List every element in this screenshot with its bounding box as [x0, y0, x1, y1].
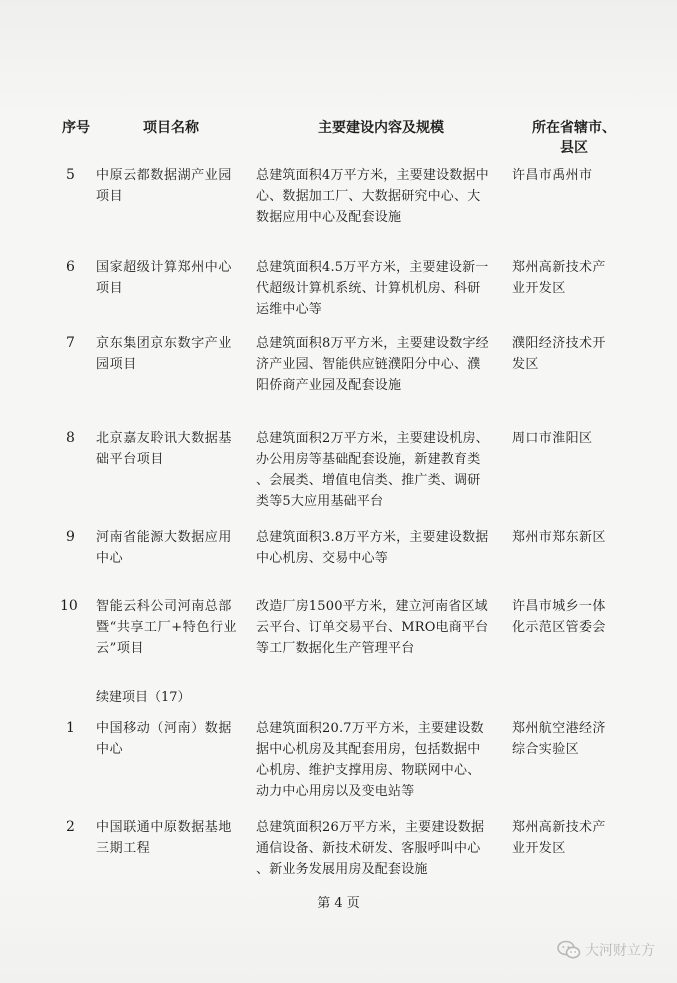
row-name: 中国联通中原数据基地 三期工程: [96, 820, 233, 856]
header-content: 主要建设内容及规模: [318, 120, 444, 136]
page-number: 第 4 页: [317, 896, 360, 911]
row-location: 周口市淮阳区: [512, 431, 593, 446]
row-location: 郑州高新技术产 业开发区: [512, 260, 606, 296]
row-location: 郑州市郑东新区: [512, 530, 606, 545]
wechat-icon: [557, 940, 581, 960]
row-location: 郑州高新技术产 业开发区: [512, 820, 606, 856]
header-name: 项目名称: [143, 120, 199, 136]
row-location: 濮阳经济技术开 发区: [512, 336, 606, 372]
row-seq: 1: [66, 720, 75, 736]
row-seq: 9: [66, 529, 75, 545]
row-name: 中国移动（河南）数据 中心: [96, 721, 233, 757]
row-seq: 5: [66, 167, 75, 183]
row-seq: 6: [66, 259, 75, 275]
header-seq: 序号: [62, 120, 90, 136]
row-name: 中原云都数据湖产业园 项目: [96, 168, 233, 204]
row-name: 国家超级计算郑州中心 项目: [96, 260, 233, 296]
row-content: 总建筑面积4.5万平方米，主要建设新一 代超级计算机系统、计算机机房、科研 运维中心等: [256, 260, 489, 317]
row-content: 总建筑面积4万平方米，主要建设数据中 心、数据加工厂、大数据研究中心、大 数据应用中心及配套设施: [256, 168, 489, 225]
row-name: 北京嘉友聆讯大数据基 础平台项目: [96, 431, 233, 467]
section-label: 续建项目（17）: [96, 690, 191, 705]
row-seq: 8: [66, 430, 75, 446]
row-name: 河南省能源大数据应用 中心: [96, 530, 233, 566]
row-name: 智能云科公司河南总部 暨“共享工厂+特色行业 云”项目: [96, 599, 238, 656]
row-content: 总建筑面积20.7万平方米，主要建设数 据中心机房及其配套用房，包括数据中 心机房、维护支撑用房、物联网中心、 动力中心用房以及变电站等: [256, 721, 484, 799]
row-content: 总建筑面积2万平方米，主要建设机房、 办公用房等基础配套设施，新建教育类 、会展类、增值电信类、推广类、调研 类等5大应用基础平台: [256, 431, 489, 509]
row-content: 改造厂房1500平方米，建立河南省区域 云平台、订单交易平台、MRO电商平台 等工厂数据化生产管理平台: [256, 599, 489, 656]
header-location: 所在省辖市、 县区: [532, 120, 616, 156]
row-content: 总建筑面积26万平方米，主要建设数据 通信设备、新技术研发、客服呼叫中心 、新业务发展用房及配套设施: [256, 820, 485, 877]
row-location: 许昌市禹州市: [512, 168, 593, 183]
row-seq: 10: [60, 598, 78, 614]
row-location: 许昌市城乡一体 化示范区管委会: [512, 599, 606, 635]
row-content: 总建筑面积8万平方米，主要建设数字经 济产业园、智能供应链濮阳分中心、濮 阳侨商产业园及配套设施: [256, 336, 489, 393]
row-seq: 7: [66, 335, 75, 351]
row-name: 京东集团京东数字产业 园项目: [96, 336, 233, 372]
row-location: 郑州航空港经济 综合实验区: [512, 721, 606, 757]
row-content: 总建筑面积3.8万平方米，主要建设数据 中心机房、交易中心等: [256, 530, 489, 566]
watermark-text: 大河财立方: [585, 943, 655, 959]
watermark: [557, 940, 655, 960]
row-seq: 2: [66, 819, 75, 835]
